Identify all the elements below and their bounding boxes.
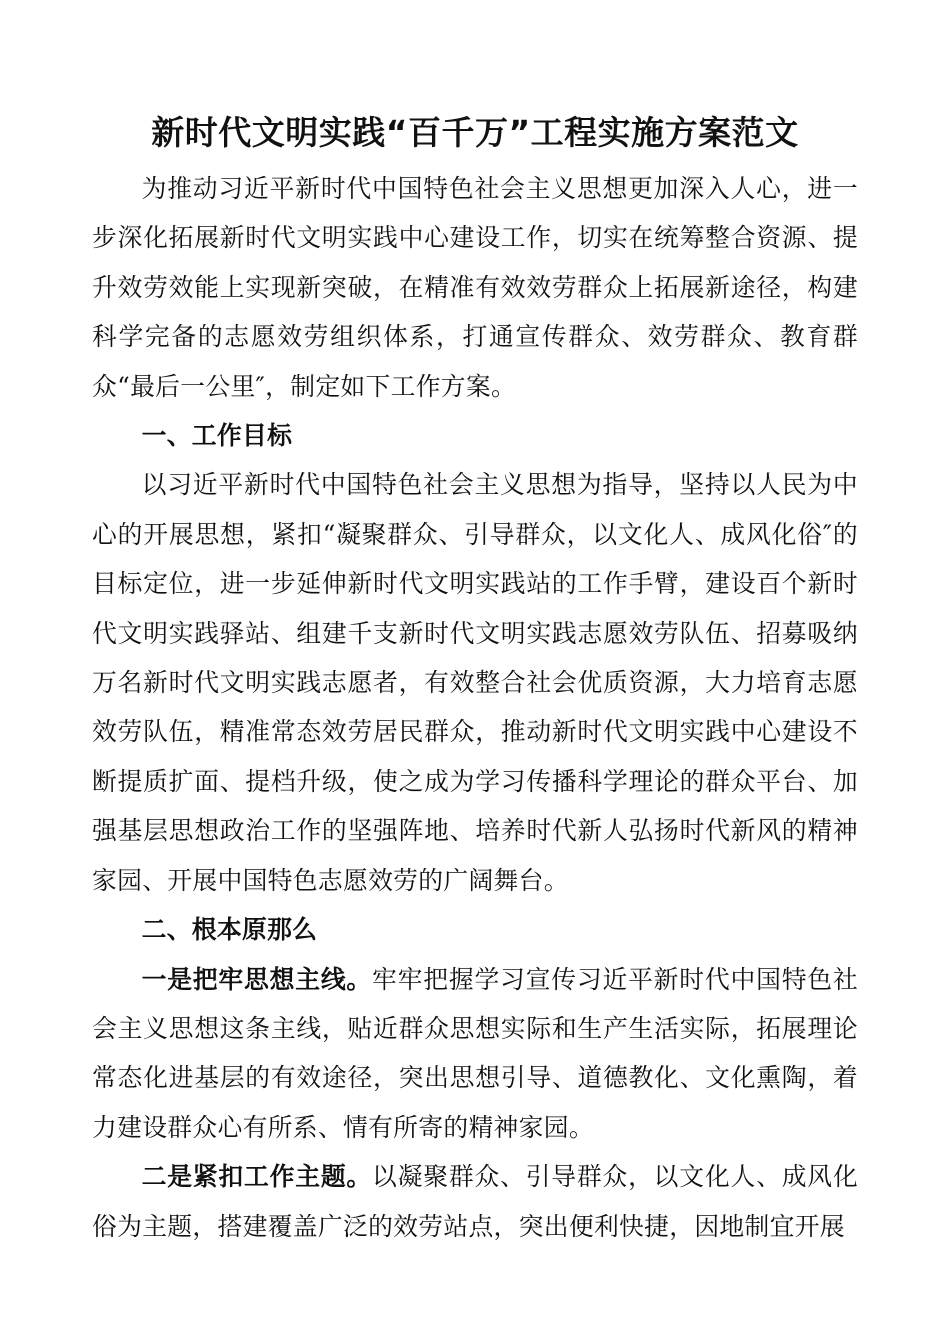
principle-1-body: 牢牢把握学习宣传习近平新时代中国特色社会主义思想这条主线，贴近群众思想实际和生产生活实际，拓展理论常态化进基层的有效途径，突出思想引导、道德教化、文化熏陶，着力建设群众心有所系、情有所寄的精神家园。 xyxy=(92,964,858,1142)
principle-2-lead: 二是紧扣工作主题。 xyxy=(141,1162,373,1192)
document-title: 新时代文明实践“百千万”工程实施方案范文 xyxy=(151,113,799,152)
section-heading-goals: 一、工作目标 xyxy=(141,421,293,451)
principle-paragraph-2 xyxy=(92,1152,858,1251)
intro-paragraph: 为推动习近平新时代中国特色社会主义思想更加深入人心，进一步深化拓展新时代文明实践中心建设工作，切实在统筹整合资源、提升效劳效能上实现新突破，在精准有效效劳群众上拓展新途径，构建科学完备的志愿效劳组织体系，打通宣传群众、效劳群众、教育群众“最后一公里″，制定如下工作方案。 xyxy=(92,174,858,401)
principle-1-lead: 一是把牢思想主线。 xyxy=(141,964,373,994)
goals-paragraph: 以习近平新时代中国特色社会主义思想为指导，坚持以人民为中心的开展思想，紧扣“凝聚群众、引导群众，以文化人、成风化俗″的目标定位，进一步延伸新时代文明实践站的工作手臂，建设百个新时代文明实践驿站、组建千支新时代文明实践志愿效劳队伍、招募吸纳万名新时代文明实践志愿者，有效整合社会优质资源，大力培育志愿效劳队伍，精准常态效劳居民群众，推动新时代文明实践中心建设不断提质扩面、提档升级，使之成为学习传播科学理论的群众平台、加强基层思想政治工作的坚强阵地、培养时代新人弘扬时代新风的精神家园、开展中国特色志愿效劳的广阔舞台。 xyxy=(92,470,858,895)
principle-paragraph-1 xyxy=(92,955,858,1153)
principle-2-body: 以凝聚群众、引导群众，以文化人、成风化俗为主题，搭建覆盖广泛的效劳站点，突出便利快捷，因地制宜开展 xyxy=(92,1162,858,1241)
section-heading-principles: 二、根本原那么 xyxy=(141,915,318,945)
document-page xyxy=(92,108,858,1251)
